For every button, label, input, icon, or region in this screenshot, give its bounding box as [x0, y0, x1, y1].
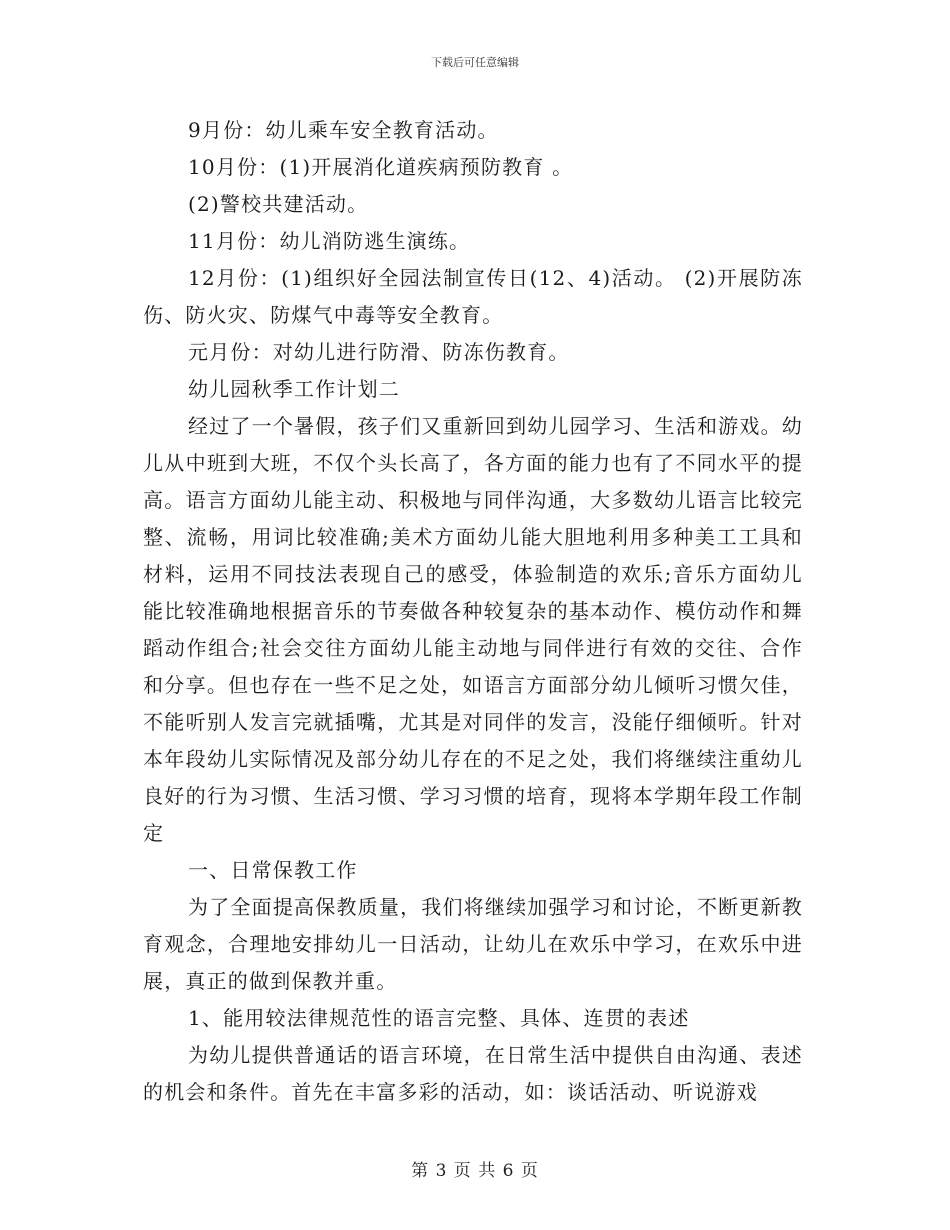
paragraph-september: 9月份：幼儿乘车安全教育活动。: [188, 118, 499, 142]
paragraph-december: 12月份：(1)组织好全园法制宣传日(12、4)活动。 (2)开展防冻伤、防火灾、防煤气中毒等安全教育。: [143, 266, 803, 327]
paragraph-quality: 为了全面提高保教质量，我们将继续加强学习和讨论，不断更新教育观念，合理地安排幼儿一日活动，让幼儿在欢乐中学习，在欢乐中进展，真正的做到保教并重。: [143, 895, 803, 993]
paragraph-november: 11月份：幼儿消防逃生演练。: [188, 229, 471, 253]
page-number: 第 3 页 共 6 页: [411, 1161, 539, 1181]
paragraph-october: 10月份：(1)开展消化道疾病预防教育 。: [188, 155, 574, 179]
document-body: [143, 112, 803, 1111]
heading-daily-care: 一、日常保教工作: [188, 858, 358, 882]
paragraph-october-item2: (2)警校共建活动。: [188, 192, 369, 216]
heading-language: 1、能用较法律规范性的语言完整、具体、连贯的表述: [188, 1006, 690, 1030]
paragraph-intro: 经过了一个暑假，孩子们又重新回到幼儿园学习、生活和游戏。幼儿从中班到大班，不仅个头长高了，各方面的能力也有了不同水平的提高。语言方面幼儿能主动、积极地与同伴沟通，大多数幼儿语言比较完整、流畅，用词比较准确;美术方面幼儿能大胆地利用多种美工工具和材料，运用不同技法表现自己的感受，体验制造的欢乐;音乐方面幼儿能比较准确地根据音乐的节奏做各种较复杂的基本动作、模仿动作和舞蹈动作组合;社会交往方面幼儿能主动地与同伴进行有效的交往、合作和分享。但也存在一些不足之处，如语言方面部分幼儿倾听习惯欠佳，不能听别人发言完就插嘴，尤其是对同伴的发言，没能仔细倾听。针对本年段幼儿实际情况及部分幼儿存在的不足之处，我们将继续注重幼儿良好的行为习惯、生活习惯、学习习惯的培育，现将本学期年段工作制定: [143, 414, 803, 845]
paragraph-january: 元月份：对幼儿进行防滑、防冻伤教育。: [188, 340, 570, 364]
page-header-note: 下载后可任意编辑: [431, 56, 519, 69]
paragraph-language-env: 为幼儿提供普通话的语言环境，在日常生活中提供自由沟通、表述的机会和条件。首先在丰富多彩的活动，如：谈话活动、听说游戏: [143, 1043, 803, 1104]
section-title-plan-two: 幼儿园秋季工作计划二: [188, 377, 400, 401]
